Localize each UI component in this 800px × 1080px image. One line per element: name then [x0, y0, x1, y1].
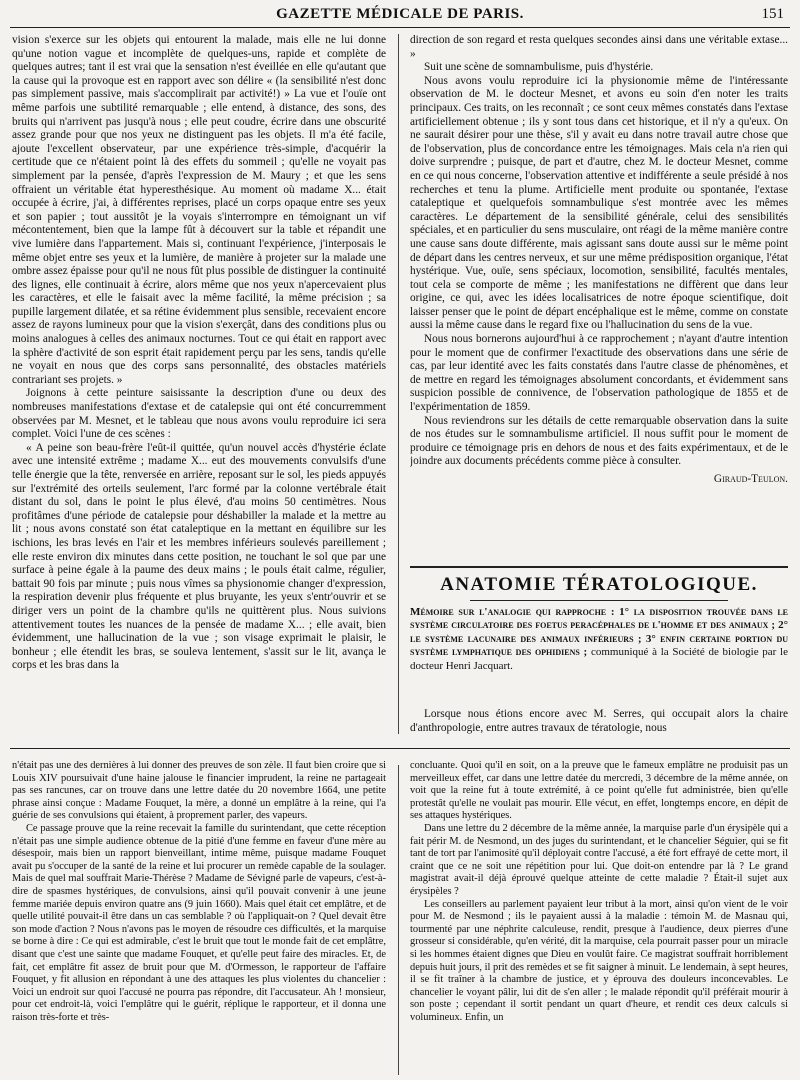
paragraph: Dans une lettre du 2 décembre de la même année, la marquise parle d'un érysipèle qui a fait périr M. de Nesmond, un des juges du surintendant, et le chancelier Séguier, qui se fit tant de tort par l'animosité qu'il déployait contre l'accusé, a été fort effrayé de cette mort, il craint que ce ne soit une répétition pour lui. Que doit-on entendre par là ? Le grand magistrat avait-il déjà éprouvé quelque atteinte de cette maladie ? Était-il sujet aux érysipèles ? [410, 822, 788, 897]
paragraph: Nous nous bornerons aujourd'hui à ce rapprochement ; n'ayant d'autre intention pour le moment que de confirmer l'exactitude des observations dans une série de cas, par leur identité avec les faits constatés dans l'autre classe de phénomènes, et de mettre en regard les témoignages absolument concordants, et évidemment sans suspicion possible de connivence, de l'observation pathologique de 1855 et de l'expérimentation de 1859. [410, 333, 788, 414]
feuilleton-rule [10, 748, 790, 749]
page-number: 151 [761, 6, 784, 22]
paragraph: Les conseillers au parlement payaient leur tribut à la mort, ainsi qu'on vient de le voir pour M. de Nesmond ; ils le payaient aussi à la maladie : témoin M. de Masnau qui, tourmenté par une néphrite calculeuse, rendit, presque à l'audience, deux pierres d'une grosseur si considérable, qu'en vérité, dit la marquise, cela pourrait passer pour un miracle si les hommes étaient dignes que Dieu en voulût faire. Ce magistrat souffrait horriblement depuis huit jours, il prit des remèdes et se fit saigner à minuit. Le lendemain, à sept heures, il se fit traîner à la chambre de justice, et y éprouva des douleurs inconcevables. Le chancelier le voyant pâlir, lui dit de s'en aller ; le malade répondit qu'il préférait mourir à son poste ; cependant il sortit pendant un quart d'heure, et rendit ces deux calculs si volumineux. Enfin, un [410, 898, 788, 1023]
paragraph: Nous reviendrons sur les détails de cette remarquable observation dans la suite de nos études sur le somnambulisme artificiel. Il nous suffit pour le moment de produire ce témoignage pris en dehors de nous et des faits expérimentaux, et de le joindre aux documents précédents comme pièce à consulter. [410, 414, 788, 468]
section-rule [410, 566, 788, 568]
memoir-lead: Mémoire sur l'analogie qui rapproche : 1° la disposition trouvée dans le système circulatoire des foetus peracéphales de l'homme et des animaux ; 2° le système lacunaire des animaux inférieurs ; 3° enfin certaine portion du système lymphatique des ophidiens ; [410, 606, 788, 659]
paragraph: Ce passage prouve que la reine recevait la famille du surintendant, que cette réception n'était pas une simple audience obtenue de la pitié d'une femme en faveur d'une mère au désespoir, mais bien un rapport bienveillant, intime même, puisque madame Fouquet avait pu s'occuper de la santé de la reine et lui procurer un remède capable de la soulager. Mais de quel mal souffrait Marie-Thérèse ? Madame de Sévigné parle de vapeurs, c'est-à-dire de spasmes hystériques, de convulsions, ainsi qu'il pouvait convenir à une jeune femme mariée depuis environ quatre ans (9 juin 1660). Mais quel était cet emplâtre, et de quelle utilité pouvait-il être dans un cas semblable ? où l'appliquait-on ? Quel devait être son mode d'action ? Nous n'avons pas le moyen de résoudre ces difficultés, et la marquise se borne à dire : Ce qui est admirable, c'est le bruit que tout le monde fait de cet emplâtre, disant que c'est une sainte que madame Fouquet, et qu'elle peut faire des miracles. Et, de fait, cet emplâtre fit assez de bruit pour que M. d'Ormesson, le rapporteur de l'affaire Fouquet, y fit allusion en répondant à une des attaques les plus violentes du chancelier : Voici un endroit sur quoi l'accusé ne pourra pas répondre, dit l'accusateur. Ah ! monsieur, pour cet endroit-là, voici l'emplâtre qui le guérit, réplique le rapporteur, et il donna une raison très-forte et très- [12, 822, 386, 1023]
paragraph: n'était pas une des dernières à lui donner des preuves de son zèle. Il faut bien croire que si Louis XIV poursuivait d'une haine jalouse le financier imprudent, la reine ne partageait pas ses rancunes, car on trouve dans une lettre datée du 20 novembre 1664, une petite phrase ainsi conçue : Madame Fouquet, la mère, a donné un emplâtre à la reine, qui l'a guérie de ses convulsions qui étaient, à proprement parler, des vapeurs. [12, 760, 386, 822]
paragraph: Joignons à cette peinture saisissante la description d'une ou deux des nombreuses manifestations d'extase et de catalepsie qui ont été concurremment observées par M. Mesnet, et le tableau que nous avons voulu reproduire ici sera complet. Voici l'une de ces scènes : [12, 387, 386, 441]
top-right-column [410, 34, 788, 564]
paragraph: « A peine son beau-frère l'eût-il quittée, qu'un nouvel accès d'hystérie éclate avec une intensité extrême ; madame X... eut des mouvements convulsifs d'une telle énergie que la tête, renversée en arrière, reposant sur le sol, les pieds appuyés sur l'extrémité des orteils seulement, l'arc formé par la colonne vertébrale était distant du sol, dans le point le plus élevé, d'au moins 50 centimètres. Nous profitâmes d'une période de catalepsie pour déshabiller la malade et la mettre au lit ; nous avons constaté son état cataleptique en la mettant en équilibre sur les ischions, les bras levés en l'air et les membres inférieurs soulevés pareillement ; elle reste environ dix minutes dans cette position, ne touchant le sol que par une surface à peine égale à la paume des deux mains ; le pouls était calme, régulier, battait 90 fois par minute ; puis nous vîmes sa physionomie changer d'expression, la respiration devenir plus fréquente et plus bruyante, les yeux s'entr'ouvrir et se diriger vers un point de la chambre qu'ils ne quittèrent plus. Nous suivions attentivement toutes les nuances de la pensée de madame X... ; elle avait, bien évidemment, une hallucination de la vue ; son visage exprimait le plaisir, le bonheur ; elle étendit les bras, se souleva lentement, s'assit sur le lit, avança le corps et les bras dans la [12, 441, 386, 672]
author-signature: Giraud-Teulon. [713, 473, 788, 485]
memoir-tail: communiqué à la Société de biologie par le docteur Henri Jacquart. [410, 646, 788, 672]
section-title: ANATOMIE TÉRATOLOGIQUE. [440, 574, 758, 595]
paragraph: Nous avons voulu reproduire ici la physionomie même de l'intéressante observation de M. le docteur Mesnet, et avons eu soin d'en noter les traits principaux. Ces traits, on les reconnaît ; ce sont ceux mêmes constatés dans l'extase artificiellement obtenue ; ils y sont tous dans cet historique, et il n'y a qu'eux. On ne saurait désirer pour une thèse, s'il y avait eu dans notre travail autre chose que de l'observation, plus de concordance entre les témoignages. Mais cela n'a rien qui doive surprendre ; puisque, de part et d'autre, chez M. le docteur Mesnet, comme en ce qui nous concerne, l'observation attentive et indifférente a seule présidé à nos recherches et tenu la plume. Artificielle ment produite ou spontanée, l'extase cataleptique et quelquefois somnambulique s'est montrée avec les mêmes caractères. Le département de la sensibilité générale, celui des sensibilités spéciales, et en particulier du sens musculaire, ont réagi de la même manière contre une cause sans doute différente, mais agissant sans doute aussi sur le même point de départ dans les centres nerveux, et sur une même prédisposition organique, l'état hystérique. Vue, ouïe, sens spéciaux, locomotion, sensibilité, facultés mentales, tout cela se comporte de même ; les manifestations ne diffèrent que dans leur origine, ce qui, avec les idées localisatrices de notre époque scientifique, doit laisser penser que le point de départ encéphalique est le même, comme on constate aussi la même cause dans le regard fixe ou l'hallucination du sens de la vue. [410, 74, 788, 332]
paragraph: Suit une scène de somnambulisme, puis d'hystérie. [424, 61, 654, 74]
page-header [10, 6, 790, 28]
section-body [410, 708, 788, 735]
header-rule [10, 27, 790, 28]
top-left-column [12, 34, 386, 734]
paragraph: vision s'exerce sur les objets qui entourent la malade, mais elle ne lui donne qu'une notion vague et incomplète de quelques-uns, rapide et complète de quelques autres; tant il est vrai que la sensation n'est éveillée en elle qu'autant que la cause qui la provoque est en rapport avec son délire « (la sensibilité n'est donc pas simplement passive, mais s'accomplirait par activité!) » La vue et l'ouïe ont même parfois une subtilité remarquable ; elle entend, à distance, des sons, des bruits qui n'arrivent pas jusqu'à nous ; elle peut coudre, écrire dans une obscurité assez grande pour que nos yeux ne distinguent pas les objets. Il m'a été facile, ajoute l'excellent observateur, par une expérience très-simple, d'acquérir la certitude que ce n'étaient point là des effets du sommeil ; qu'elle ne voyait pas simplement par la pensée, d'après l'expression de M. Maury ; et que les sens offraient un véritable état hyperesthésique. Au moment où madame X... était occupée à écrire, j'ai, à différentes reprises, placé un corps opaque entre ses yeux et son papier ; tout aussitôt je la voyais s'interrompre en témoignant un vif mécontentement, bien que la lampe fût à découvert sur la table et répandit une vive lumière dans l'appartement. Mais si, continuant l'expérience, j'interposais le même objet entre ses yeux et la lumière, de manière à projeter sur la malade une ombre assez épaisse pour qu'il ne nous fût plus possible de distinguer la continuité des lignes, elle continuait à écrire, alors même que nos yeux n'apercevaient plus les caractères, et elle le faisait avec la même facilité, la même précision ; sa pupille largement dilatée, et sa rétine évidemment plus sensible, recevaient encore assez de rayons lumineux pour que la vision s'exerçât, dans des conditions plus ou moins analogues à celles des animaux nocturnes. Tout ce qui était en rapport avec la sphère d'activité de son esprit était rapidement perçu par les sens, tandis qu'elle ne voyait en nous que des corps sans personnalité, des obstacles matériels contrariant ses projets. » [12, 34, 386, 386]
memoir-heading [410, 606, 788, 673]
paragraph: concluante. Quoi qu'il en soit, on a la preuve que le fameux emplâtre ne produisit pas un merveilleux effet, car dans une lettre datée du mercredi, 3 décembre de la même année, on voit que la reine fut à toute extrémité, à ce point qu'elle fut administrée, bien qu'elle protestât qu'elle ne voulait pas mourir. Elle vécut, en effet, longtemps encore, en dépit de ses attaques hystériques. [410, 760, 788, 822]
title-underline [470, 600, 728, 601]
paragraph: Lorsque nous étions encore avec M. Serres, qui occupait alors la chaire d'anthropologie, entre autres travaux de tératologie, nous [410, 708, 788, 734]
bottom-right-column [410, 760, 788, 1078]
bottom-left-column [12, 760, 386, 1078]
column-separator-bottom [398, 765, 399, 1075]
column-separator-top [398, 34, 399, 734]
paragraph: direction de son regard et resta quelques secondes ainsi dans une véritable extase... » [410, 34, 788, 60]
journal-title: GAZETTE MÉDICALE DE PARIS. [276, 6, 524, 22]
